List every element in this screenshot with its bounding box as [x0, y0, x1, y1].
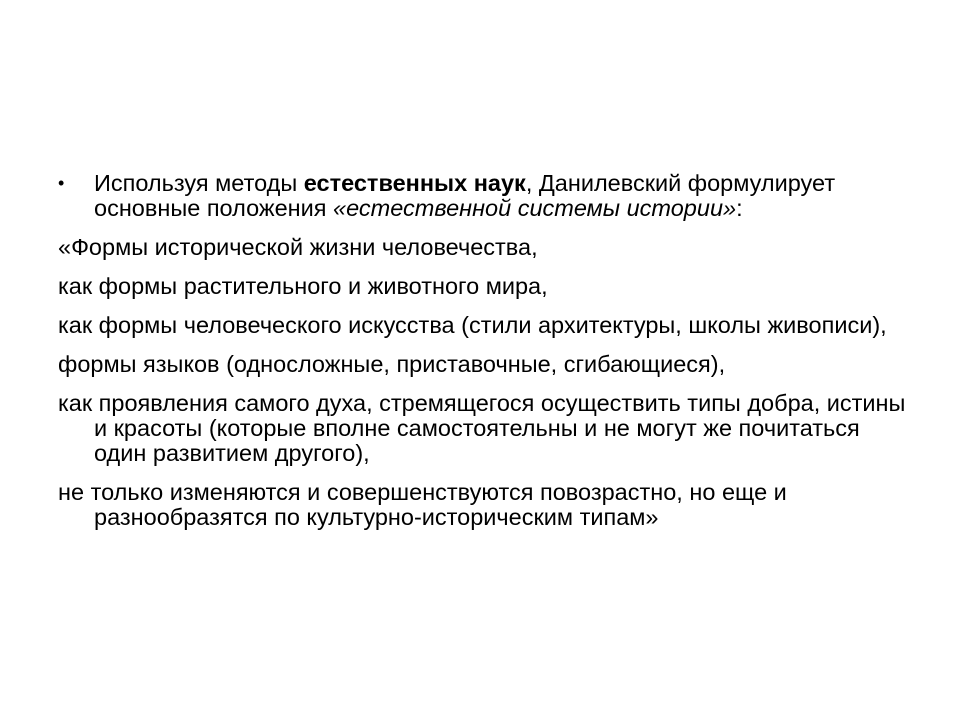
bullet-icon: •	[58, 173, 65, 193]
intro-italic-text: «естественной системы истории»	[333, 195, 737, 221]
quote-line: как формы человеческого искусства (стили архитектуры, школы живописи),	[58, 312, 887, 338]
intro-text-3: :	[736, 195, 743, 221]
quote-line: как формы растительного и животного мира,	[58, 273, 548, 299]
quote-line: «Формы исторической жизни человечества,	[58, 234, 538, 260]
quote-line: не только изменяются и совершенствуются повозрастно, но еще и разнообразятся по культурно-историческим типам»	[58, 479, 787, 530]
intro-text-1: Используя методы	[94, 170, 304, 196]
intro-bold-text: естественных наук	[303, 170, 526, 196]
quote-line: как проявления самого духа, стремящегося осуществить типы добра, истины и красоты (которые вполне самостоятельны и не могут же почитаться один развитием другого),	[58, 390, 906, 466]
slide-content	[58, 171, 908, 530]
bullet-item-intro	[58, 171, 908, 221]
quote-line: формы языков (односложные, приставочные, сгибающиеся),	[58, 351, 726, 377]
intro-text-2: , Данилевский формулирует основные положения	[94, 170, 836, 221]
